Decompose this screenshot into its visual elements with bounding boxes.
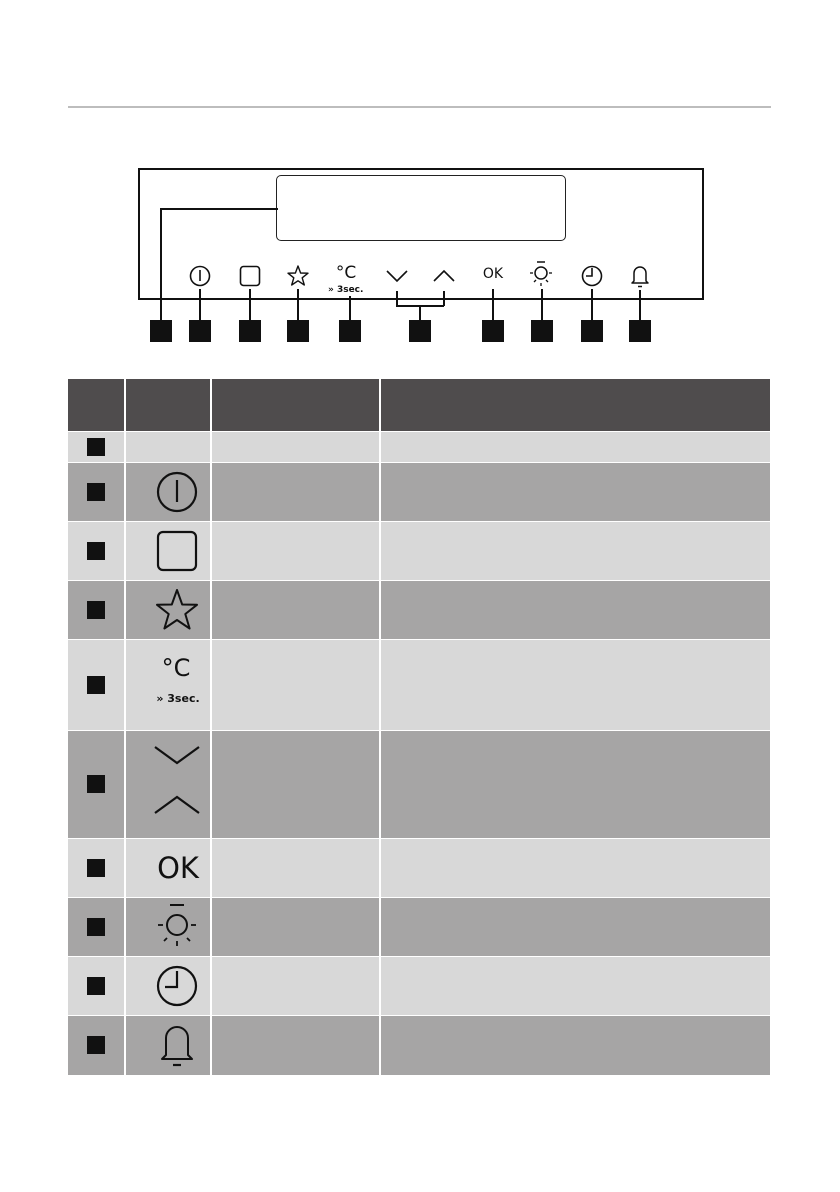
- hold-3sec-label: » 3sec.: [328, 285, 364, 295]
- table-row: [68, 730, 770, 838]
- bell-icon: [153, 1021, 201, 1071]
- chevron-up-icon: [153, 785, 201, 825]
- leader-line: [249, 289, 251, 320]
- display-leader-vertical: [160, 208, 162, 320]
- leader-line: [419, 305, 421, 320]
- temperature-icon[interactable]: °C: [335, 263, 357, 283]
- leader-line: [199, 289, 201, 320]
- controls-table: [68, 379, 770, 1075]
- callout-marker: [531, 320, 553, 342]
- table-row: [68, 639, 770, 730]
- leader-line: [297, 289, 299, 320]
- display-leader-horizontal: [160, 208, 278, 210]
- table-row: [68, 956, 770, 1015]
- ok-icon[interactable]: OK: [482, 266, 504, 282]
- row-marker: [87, 483, 105, 501]
- table-row: [68, 431, 770, 462]
- display-screen: [276, 175, 566, 241]
- leader-line: [396, 291, 398, 306]
- row-marker: [87, 1036, 105, 1054]
- chevron-down-icon: [153, 735, 201, 775]
- callout-marker: [581, 320, 603, 342]
- star-icon: [153, 586, 201, 634]
- row-marker: [87, 601, 105, 619]
- leader-line: [591, 289, 593, 320]
- chevron-up-icon[interactable]: [432, 264, 456, 288]
- leader-line: [541, 289, 543, 320]
- temperature-icon: °C: [161, 654, 191, 682]
- ok-icon: OK: [157, 851, 199, 885]
- table-row: [68, 897, 770, 956]
- row-marker: [87, 676, 105, 694]
- table-row: [68, 462, 770, 521]
- row-marker: [87, 977, 105, 995]
- top-rule: [68, 106, 771, 108]
- lamp-icon[interactable]: [528, 260, 554, 288]
- bell-icon[interactable]: [628, 263, 652, 289]
- clock-icon[interactable]: [580, 264, 604, 288]
- table-row: [68, 580, 770, 639]
- star-icon[interactable]: [286, 264, 310, 288]
- power-icon[interactable]: [188, 264, 212, 288]
- row-marker: [87, 775, 105, 793]
- power-icon: [153, 468, 201, 516]
- chevron-down-icon[interactable]: [385, 264, 409, 288]
- callout-marker: [239, 320, 261, 342]
- callout-marker: [189, 320, 211, 342]
- square-icon: [153, 527, 201, 575]
- leader-line: [349, 296, 351, 320]
- row-marker: [87, 438, 105, 456]
- row-marker: [87, 542, 105, 560]
- row-marker: [87, 918, 105, 936]
- callout-marker: [482, 320, 504, 342]
- leader-line: [443, 291, 445, 306]
- table-row: [68, 521, 770, 580]
- hold-3sec-label: » 3sec.: [156, 692, 200, 705]
- callout-marker: [339, 320, 361, 342]
- callout-marker: [287, 320, 309, 342]
- table-row: [68, 1015, 770, 1075]
- square-icon[interactable]: [238, 264, 262, 288]
- clock-icon: [153, 962, 201, 1010]
- lamp-icon: [153, 901, 201, 953]
- callout-marker: [150, 320, 172, 342]
- row-marker: [87, 859, 105, 877]
- callout-marker: [409, 320, 431, 342]
- callout-marker: [629, 320, 651, 342]
- leader-line: [639, 290, 641, 320]
- table-header: [68, 379, 770, 431]
- leader-line: [492, 289, 494, 320]
- table-row: [68, 838, 770, 897]
